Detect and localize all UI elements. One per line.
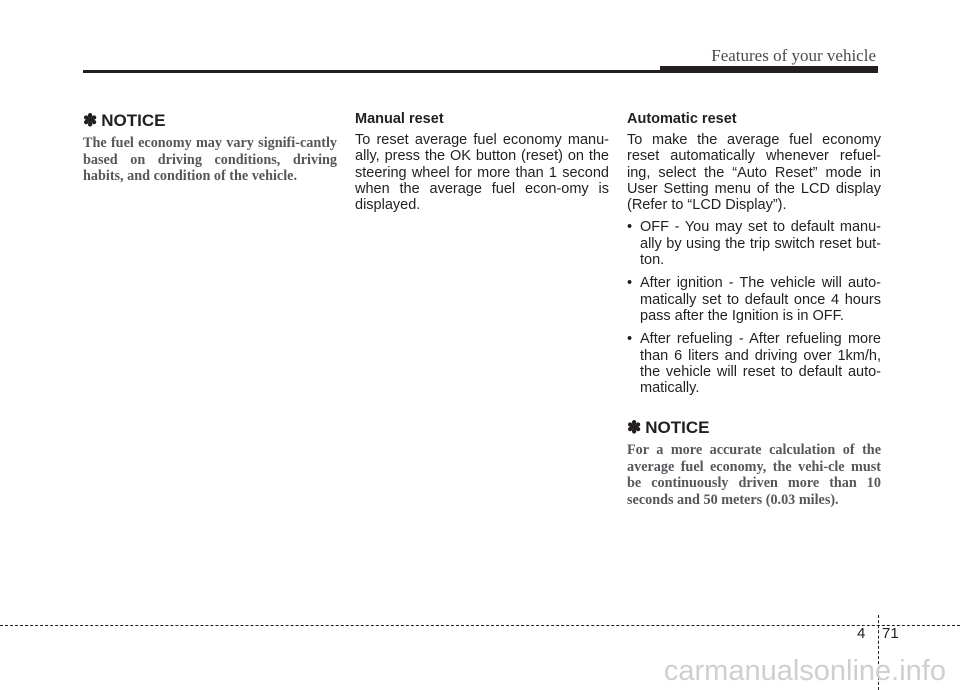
- list-item: • After refueling - After refueling more than 6 liters and driving over 1km/h, the vehicle will reset to default auto-matically.: [627, 331, 881, 397]
- list-item: • OFF - You may set to default manu-ally by using the trip switch reset but-ton.: [627, 219, 881, 269]
- header-title: Features of your vehicle: [711, 46, 876, 65]
- reset-options-list: [627, 219, 881, 396]
- manual-reset-text: To reset average fuel economy manu-ally, press the OK button (reset) on the steering wheel for more than 1 second when the average fuel econ-omy is displayed.: [355, 132, 609, 214]
- automatic-reset-heading: Automatic reset: [627, 111, 737, 127]
- header-rule: [83, 70, 660, 73]
- chapter-number: 4: [857, 625, 866, 642]
- list-item-text: OFF - You may set to default manu-ally by using the trip switch reset but-ton.: [640, 219, 881, 269]
- page-number: 71: [882, 625, 899, 642]
- notice-heading-label: NOTICE: [101, 111, 166, 130]
- notice-star-icon: ✽: [627, 418, 642, 438]
- watermark: carmanualsonline.info: [663, 655, 946, 687]
- list-item-text: After refueling - After refueling more than 6 liters and driving over 1km/h, the vehicle will reset to default auto-matically.: [640, 331, 881, 397]
- footer-rule: [0, 625, 960, 626]
- list-item: • After ignition - The vehicle will auto-matically set to default once 4 hours pass after the Ignition is in OFF.: [627, 275, 881, 324]
- column-middle: [355, 111, 609, 213]
- manual-reset-heading: Manual reset: [355, 111, 444, 127]
- notice-heading: [627, 418, 881, 438]
- list-item-text: After ignition - The vehicle will auto-matically set to default once 4 hours pass after the Ignition is in OFF.: [640, 275, 881, 324]
- notice-heading: [83, 111, 337, 131]
- notice-text: The fuel economy may vary signifi-cantly based on driving conditions, driving habits, and condition of the vehicle.: [83, 135, 337, 184]
- column-left: [83, 111, 337, 185]
- notice-star-icon: ✽: [83, 111, 98, 130]
- notice-text: For a more accurate calculation of the average fuel economy, the vehi-cle must be continuously driven more than 10 seconds and 50 meters (0.03 miles).: [627, 442, 881, 508]
- notice-block: [627, 418, 881, 508]
- column-right: [627, 111, 881, 508]
- notice-heading-label: NOTICE: [645, 418, 710, 438]
- automatic-reset-text: To make the average fuel economy reset automatically whenever refuel-ing, select the “Auto Reset” mode in User Setting menu of the LCD display (Refer to “LCD Display”).: [627, 132, 881, 214]
- header-tab: [660, 66, 878, 73]
